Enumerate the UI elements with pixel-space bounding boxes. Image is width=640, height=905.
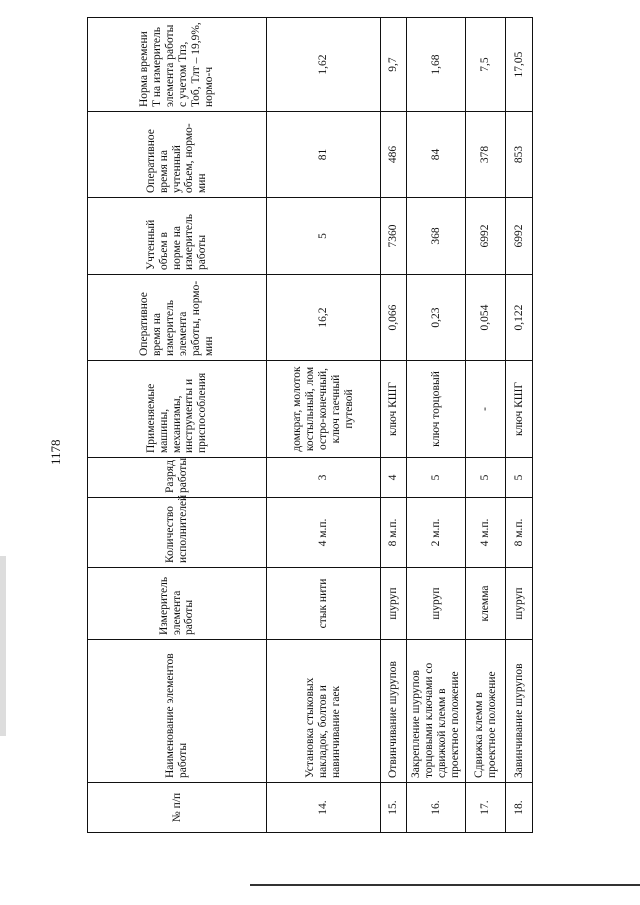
table-row (407, 18, 466, 833)
cell-grade: 5 (407, 458, 466, 498)
cell-meter: шуруп (381, 568, 407, 640)
cell-volume: 7360 (381, 198, 407, 275)
cell-op-time: 16,2 (267, 275, 381, 361)
cell-name: Завинчивание шурупов (506, 640, 533, 783)
header-workers: Количество исполнителей (88, 498, 267, 568)
header-name: Наименование элементов работы (88, 640, 267, 783)
cell-tools: ключ торцовый (407, 361, 466, 458)
norms-table (87, 17, 533, 833)
table-row (466, 18, 506, 833)
cell-op-time-total: 853 (506, 112, 533, 198)
cell-volume: 6992 (506, 198, 533, 275)
cell-num: 17. (466, 783, 506, 833)
cell-workers: 4 м.п. (466, 498, 506, 568)
header-op-time-total: Оперативное время на учтенный объем, нормо-мин (88, 112, 267, 198)
cell-norm: 1,62 (267, 18, 381, 112)
cell-norm: 17,05 (506, 18, 533, 112)
header-grade: Разряд работы (88, 458, 267, 498)
cell-op-time: 0,23 (407, 275, 466, 361)
header-volume: Учтенный объем в норме на измеритель работы (88, 198, 267, 275)
scan-bottom-line (250, 884, 640, 886)
cell-tools: домкрат, молоток костыльный, лом остро-конечный, ключ гаечный путевой (267, 361, 381, 458)
cell-name: Отвинчивание шурупов (381, 640, 407, 783)
cell-grade: 4 (381, 458, 407, 498)
scan-edge-shadow (0, 556, 6, 736)
cell-norm: 7,5 (466, 18, 506, 112)
header-norm: Норма времени Т на измеритель элемента работы с учетом Тпз, Тоб, Тлт – 19,9%, нормо-ч (88, 18, 267, 112)
cell-num: 14. (267, 783, 381, 833)
cell-workers: 2 м.п. (407, 498, 466, 568)
page-number: 1178 (48, 439, 63, 465)
cell-op-time: 0,054 (466, 275, 506, 361)
cell-workers: 8 м.п. (381, 498, 407, 568)
table-row (506, 18, 533, 833)
cell-num: 18. (506, 783, 533, 833)
header-num: № п/п (88, 783, 267, 833)
cell-volume: 368 (407, 198, 466, 275)
cell-meter: стык нити (267, 568, 381, 640)
cell-num: 16. (407, 783, 466, 833)
cell-op-time-total: 378 (466, 112, 506, 198)
table-header-row (88, 18, 267, 833)
cell-meter: шуруп (506, 568, 533, 640)
table-row (267, 18, 381, 833)
cell-name: Установка стыковых накладок, болтов и навинчивание гаек (267, 640, 381, 783)
cell-norm: 1,68 (407, 18, 466, 112)
cell-op-time-total: 486 (381, 112, 407, 198)
cell-op-time: 0,066 (381, 275, 407, 361)
rotated-table-wrapper (87, 18, 527, 833)
cell-grade: 5 (466, 458, 506, 498)
cell-num: 15. (381, 783, 407, 833)
cell-workers: 4 м.п. (267, 498, 381, 568)
cell-name: Сдвижка клемм в проектное положение (466, 640, 506, 783)
cell-grade: 5 (506, 458, 533, 498)
table-row (381, 18, 407, 833)
cell-tools: - (466, 361, 506, 458)
cell-volume: 6992 (466, 198, 506, 275)
cell-volume: 5 (267, 198, 381, 275)
cell-op-time: 0,122 (506, 275, 533, 361)
header-tools: Применяемые машины, механизмы, инструменты и приспособления (88, 361, 267, 458)
cell-norm: 9,7 (381, 18, 407, 112)
cell-workers: 8 м.п. (506, 498, 533, 568)
header-meter: Измеритель элемента работы (88, 568, 267, 640)
cell-op-time-total: 84 (407, 112, 466, 198)
cell-meter: шуруп (407, 568, 466, 640)
cell-meter: клемма (466, 568, 506, 640)
cell-name: Закрепление шурупов торцовыми ключами со сдвижкой клемм в проектное положение (407, 640, 466, 783)
cell-tools: ключ КШГ (506, 361, 533, 458)
header-op-time: Оперативное время на измеритель элемента работы, нормо-мин (88, 275, 267, 361)
cell-op-time-total: 81 (267, 112, 381, 198)
cell-grade: 3 (267, 458, 381, 498)
cell-tools: ключ КШГ (381, 361, 407, 458)
